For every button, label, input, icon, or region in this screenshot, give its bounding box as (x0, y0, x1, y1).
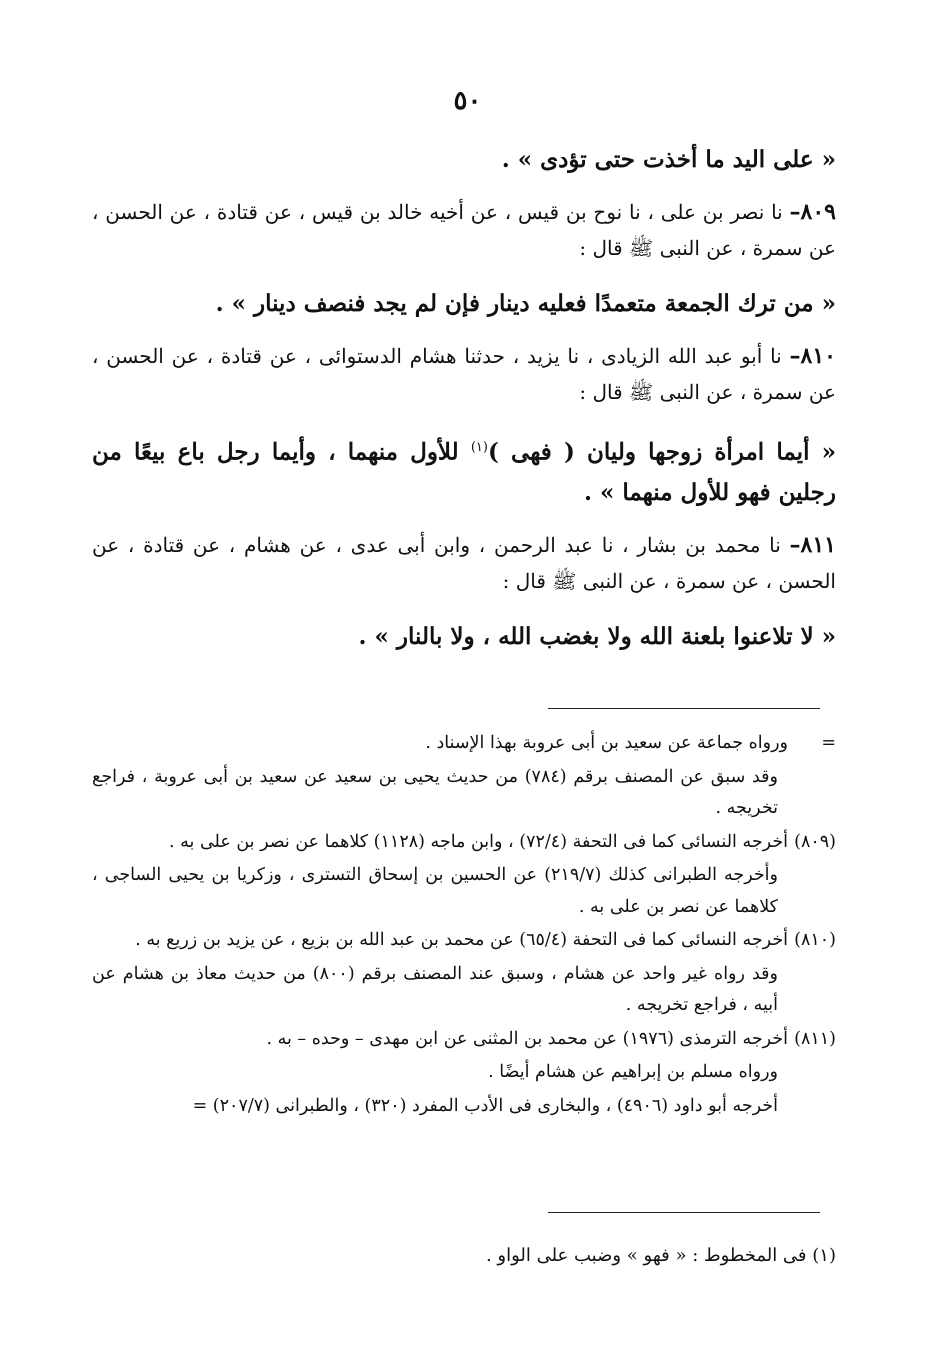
note-text: ورواه جماعة عن سعيد بن أبى عروبة بهذا الإسناد . (425, 733, 788, 753)
takhrij-notes (92, 728, 836, 1124)
note-mark (788, 1057, 836, 1089)
footnote (92, 1240, 836, 1272)
note-item (92, 959, 836, 1022)
matn-part: « أيما امرأة زوجها وليان ( فهى ) (487, 438, 836, 466)
note-mark: (٨٠٩) (794, 831, 836, 852)
matn-811: « لا تلاعنوا بلعنة الله ولا بغضب الله ، ولا بالنار » . (358, 622, 836, 650)
note-item (92, 925, 836, 957)
footnote-mark: (١) (812, 1245, 836, 1266)
hadith-number: ٨٠٩– (789, 199, 836, 225)
hadith-text: « على اليد ما أخذت حتى تؤدى » . (501, 146, 836, 173)
note-item (92, 1057, 836, 1089)
note-item (92, 728, 836, 760)
footnote-separator (548, 1212, 820, 1213)
note-mark (788, 860, 836, 923)
note-text: أخرجه أبو داود (٤٩٠٦) ، والبخارى فى الأدب المفرد (٣٢٠) ، والطبرانى (٢٠٧/٧) = (192, 1095, 778, 1116)
note-item (92, 827, 836, 859)
note-text: أخرجه النسائى كما فى التحفة (٦٥/٤) عن محمد بن عبد الله بن بزيع ، عن يزيد بن زريع به . (135, 930, 788, 950)
matn-part: للأول منهما ، وأيما رجل باع بيعًا من رجلين فهو للأول منهما » . (92, 438, 836, 506)
note-mark: (٨١٠) (794, 930, 836, 950)
isnad-text: نا محمد بن بشار ، نا عبد الرحمن ، وابن أبى عدى ، عن هشام ، عن قتادة ، عن الحسن ، عن سمرة ، عن النبى ﷺ قال : (92, 532, 836, 593)
note-mark (788, 959, 836, 1022)
footnote-text: فى المخطوط : « فهو » وضبب على الواو . (485, 1245, 813, 1266)
isnad-811 (92, 527, 836, 599)
footnote-ref: (١) (470, 440, 488, 455)
note-mark (788, 762, 836, 825)
note-item (92, 1024, 836, 1056)
note-text: أخرجه النسائى كما فى التحفة (٧٢/٤) ، وابن ماجه (١١٢٨) كلاهما عن نصر بن على به . (169, 831, 788, 852)
main-text (92, 140, 836, 671)
note-text: أخرجه الترمذى (١٩٧٦) عن محمد بن المثنى عن ابن مهدى – وحده – به . (266, 1028, 788, 1049)
hadith-number: ٨١٠– (789, 343, 836, 369)
note-text: وأخرجه الطبرانى كذلك (٢١٩/٧) عن الحسين بن إسحاق التسترى ، وزكريا بن يحيى الساجى ، كلاهما عن نصر بن على به . (92, 865, 778, 917)
matn-809: « من ترك الجمعة متعمدًا فعليه دينار فإن لم يجد فنصف دينار » . (215, 290, 836, 317)
note-text: وقد سبق عن المصنف برقم (٧٨٤) من حديث يحيى بن سعيد عن سعيد بن أبى عروبة ، فراجع تخريجه . (92, 766, 778, 818)
note-item (92, 860, 836, 923)
note-item (92, 762, 836, 825)
page-number: ٥٠ (453, 86, 482, 116)
hadith-number: ٨١١– (789, 531, 836, 558)
note-text: وقد رواه غير واحد عن هشام ، وسبق عند المصنف برقم (٨٠٠) من حديث معاذ بن هشام عن أبيه ، فراجع تخريجه . (92, 963, 778, 1015)
note-mark (788, 1091, 836, 1123)
isnad-810 (92, 338, 836, 410)
note-mark: (٨١١) (794, 1028, 836, 1049)
isnad-text: نا نصر بن على ، نا نوح بن قيس ، عن أخيه خالد بن قيس ، عن قتادة ، عن الحسن ، عن سمرة ، عن النبى ﷺ قال : (92, 200, 836, 260)
note-item (92, 1091, 836, 1123)
isnad-809 (92, 194, 836, 266)
matn-810 (92, 428, 836, 513)
note-text: ورواه مسلم بن إبراهيم عن هشام أيضًا . (488, 1062, 778, 1082)
isnad-text: نا أبو عبد الله الزيادى ، نا يزيد ، حدثنا هشام الدستوائى ، عن قتادة ، عن الحسن ، عن سمرة ، عن النبى ﷺ قال : (92, 344, 836, 404)
notes-separator (548, 708, 820, 709)
note-mark: = (821, 733, 836, 753)
